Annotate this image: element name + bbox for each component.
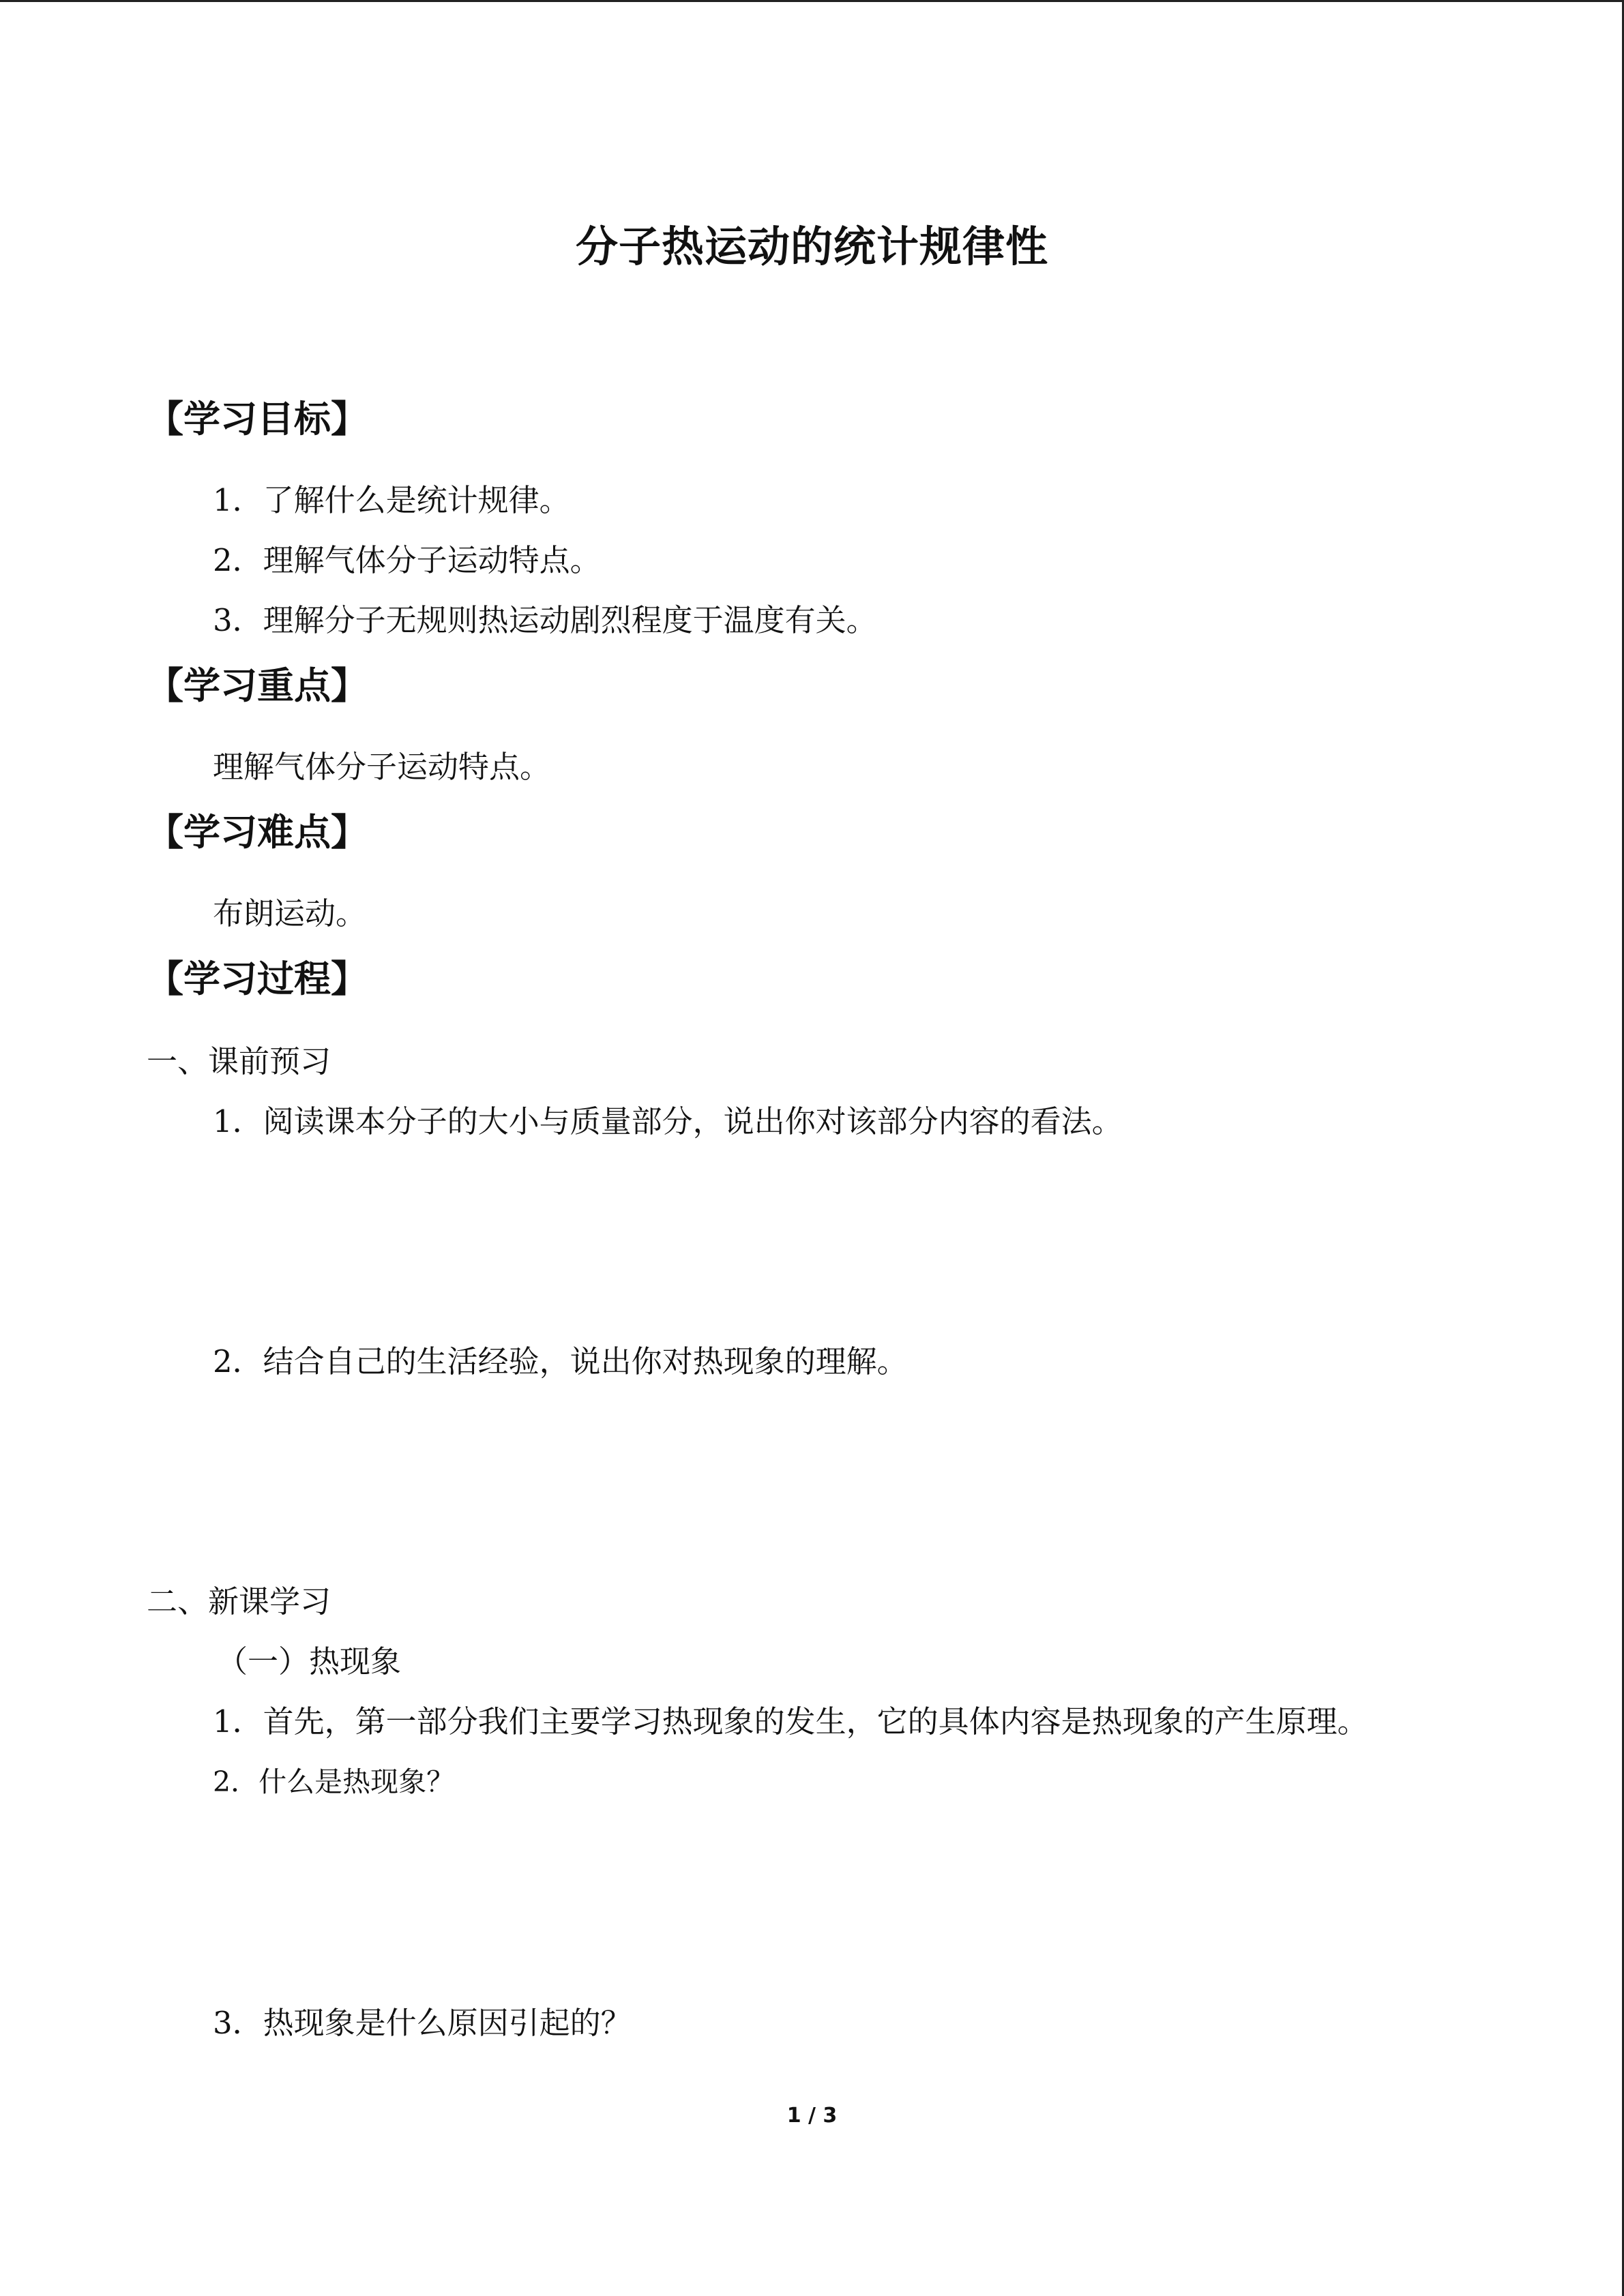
new-lesson-subheading: （一）热现象 (217, 1643, 402, 1680)
preview-item-2: 2．结合自己的生活经验，说出你对热现象的理解。 (213, 1343, 908, 1380)
new-lesson-item-3: 3．热现象是什么原因引起的？ (213, 2005, 632, 2041)
section-heading-process: 【学习过程】 (147, 957, 368, 1000)
section-heading-difficulties: 【学习难点】 (147, 810, 368, 854)
new-lesson-item-2: 2．什么是热现象？ (213, 1765, 455, 1798)
section-heading-key-points: 【学习重点】 (147, 664, 368, 707)
difficulties-text: 布朗运动。 (213, 895, 367, 931)
section-heading-goals: 【学习目标】 (147, 397, 368, 441)
page-number: 1 / 3 (786, 2104, 838, 2128)
preview-heading: 一、课前预习 (147, 1043, 331, 1079)
new-lesson-item-1: 1．首先，第一部分我们主要学习热现象的发生，它的具体内容是热现象的产生原理。 (213, 1703, 1368, 1740)
new-lesson-heading: 二、新课学习 (147, 1583, 331, 1620)
key-points-text: 理解气体分子运动特点。 (213, 749, 551, 785)
goal-item-1: 1．了解什么是统计规律。 (213, 482, 570, 518)
goal-item-2: 2．理解气体分子运动特点。 (213, 542, 601, 578)
goal-item-3: 3．理解分子无规则热运动剧烈程度于温度有关。 (213, 602, 877, 638)
preview-item-1: 1．阅读课本分子的大小与质量部分，说出你对该部分内容的看法。 (213, 1103, 1123, 1139)
document-title: 分子热运动的统计规律性 (575, 222, 1048, 271)
